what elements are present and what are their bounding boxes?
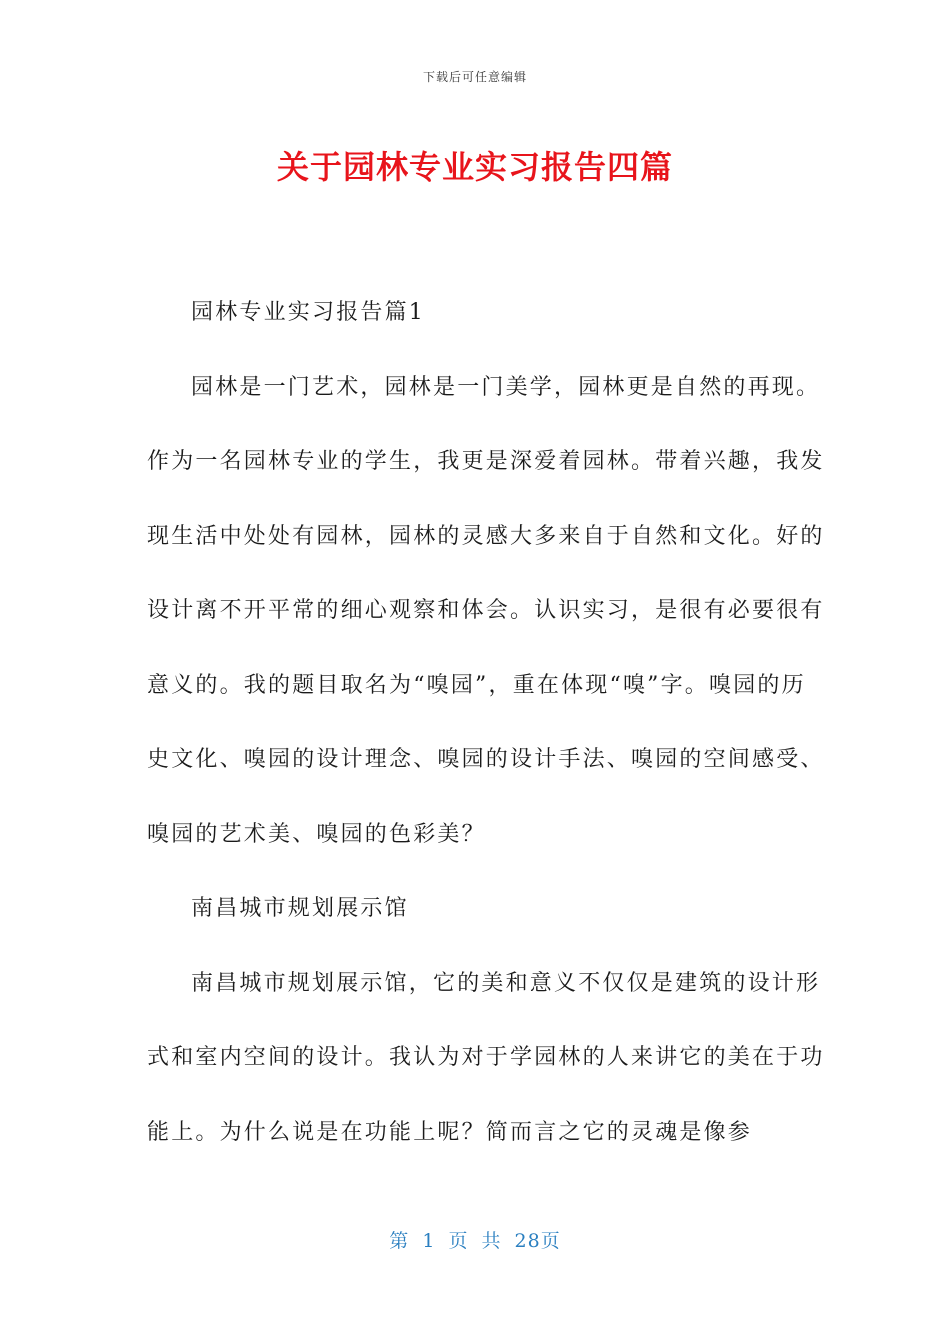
section-heading-exhibition-hall: 南昌城市规划展示馆	[191, 896, 409, 921]
section-heading-report-1: 园林专业实习报告篇1	[191, 300, 425, 325]
paragraph-intro: 园林是一门艺术，园林是一门美学，园林更是自然的再现。作为一名园林专业的学生，我更是深爱着园林。带着兴趣，我发现生活中处处有园林，园林的灵感大多来自于自然和文化。好的设计离不开平常的细心观察和体会。认识实习，是很有必要很有意义的。我的题目取名为“嗅园”，重在体现“嗅”字。嗅园的历史文化、嗅园的设计理念、嗅园的设计手法、嗅园的空间感受、嗅园的艺术美、嗅园的色彩美？	[147, 374, 825, 847]
header-note: 下载后可任意编辑	[422, 70, 527, 84]
document-title: 关于园林专业实习报告四篇	[276, 148, 673, 186]
paragraph-exhibition-hall: 南昌城市规划展示馆，它的美和意义不仅仅是建筑的设计形式和室内空间的设计。我认为对于学园林的人来讲它的美在于功能上。为什么说是在功能上呢？简而言之它的灵魂是像参	[147, 970, 825, 1145]
document-body	[147, 276, 827, 1170]
page-footer: 第 1 页 共 28页	[389, 1230, 561, 1252]
